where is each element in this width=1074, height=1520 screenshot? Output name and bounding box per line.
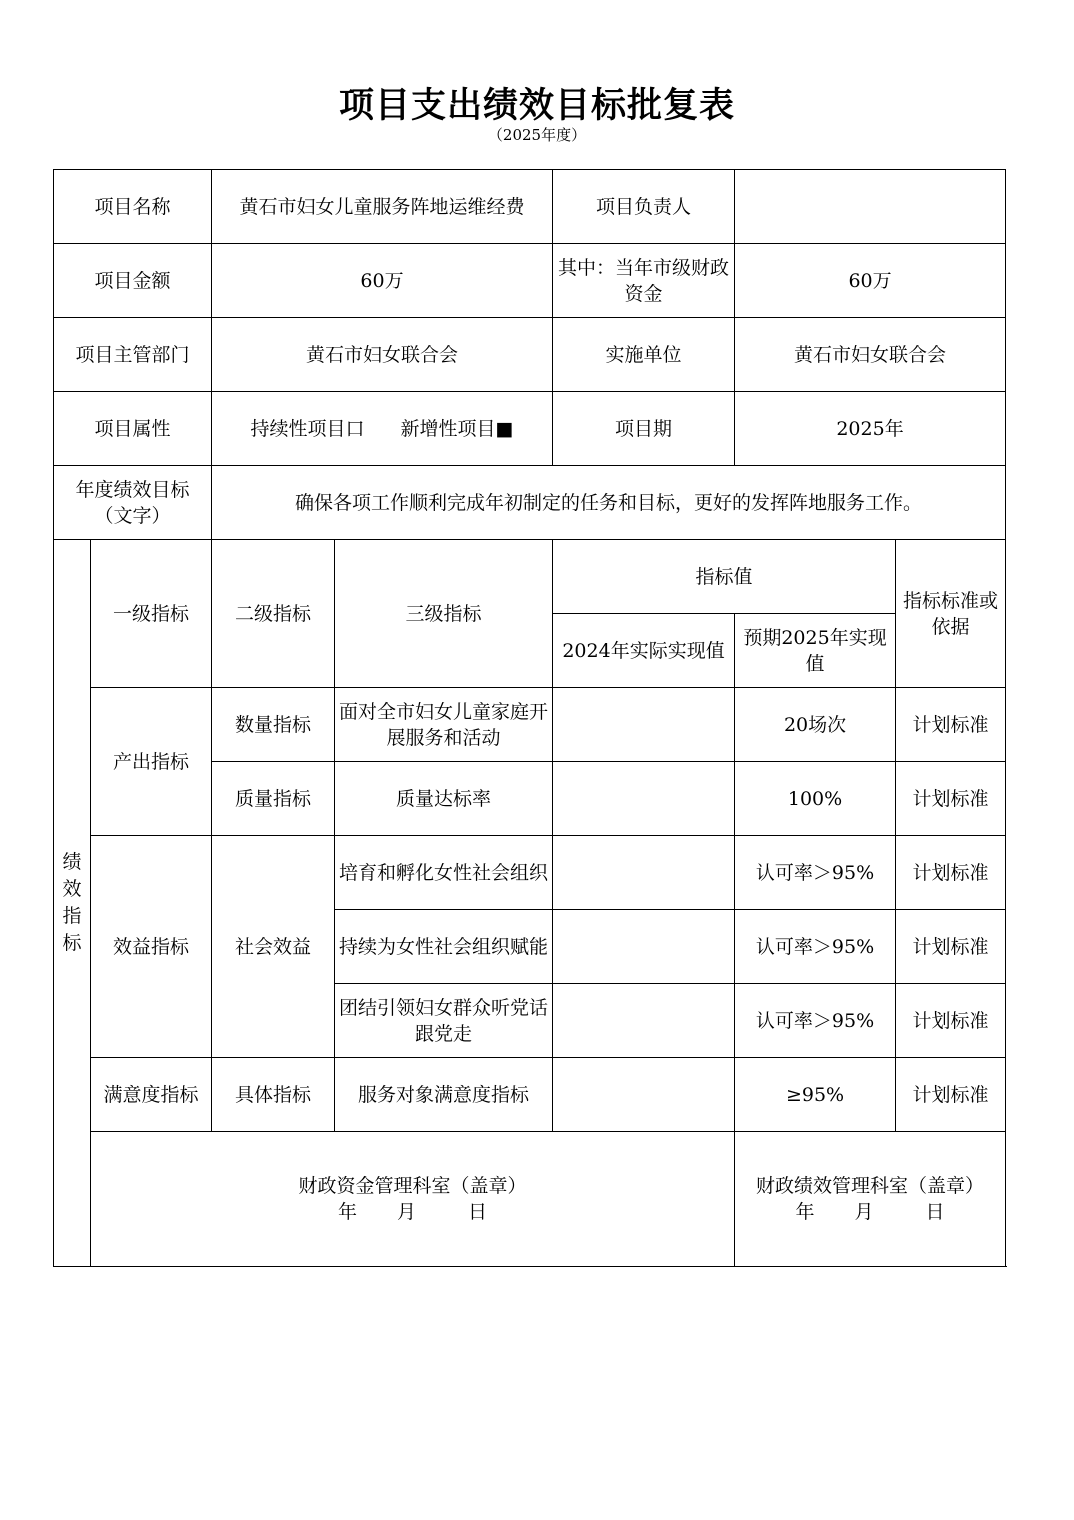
period-value: 2025年	[735, 392, 1006, 466]
row-level2: 社会效益	[212, 836, 335, 1058]
attr-continuing: 持续性项目口	[250, 417, 365, 440]
row-standard: 计划标准	[896, 984, 1006, 1058]
city-fund-value: 60万	[735, 244, 1006, 318]
period-label: 项目期	[553, 392, 735, 466]
row-goal	[54, 466, 1006, 540]
header-level1: 一级指标	[91, 540, 212, 688]
row-level2: 质量指标	[212, 762, 335, 836]
table-row	[54, 836, 1006, 910]
header-level3: 三级指标	[335, 540, 553, 688]
attr-new: 新增性项目■	[400, 417, 514, 440]
row-level3: 培育和孵化女性社会组织	[335, 836, 553, 910]
signature-left-label: 财政资金管理科室（盖章）	[298, 1175, 527, 1197]
project-name-value: 黄石市妇女儿童服务阵地运维经费	[212, 170, 553, 244]
project-name-label: 项目名称	[54, 170, 212, 244]
row-actual	[553, 910, 735, 984]
section-char-2: 效	[62, 878, 82, 900]
amount-label: 项目金额	[54, 244, 212, 318]
row-actual	[553, 762, 735, 836]
row-level3: 服务对象满意度指标	[335, 1058, 553, 1132]
impl-label: 实施单位	[553, 318, 735, 392]
row-expected: 认可率＞95%	[735, 836, 896, 910]
row-level2: 具体指标	[212, 1058, 335, 1132]
row-level3: 团结引领妇女群众听党话跟党走	[335, 984, 553, 1058]
section-char-1: 绩	[62, 851, 82, 873]
attr-label: 项目属性	[54, 392, 212, 466]
leader-label: 项目负责人	[553, 170, 735, 244]
row-standard: 计划标准	[896, 910, 1006, 984]
signature-right-label: 财政绩效管理科室（盖章）	[756, 1175, 985, 1197]
header-actual-2024: 2024年实际实现值	[553, 614, 735, 688]
row-expected: 认可率＞95%	[735, 910, 896, 984]
row-header-1	[54, 540, 1006, 614]
header-standard: 指标标准或依据	[896, 540, 1006, 688]
row-actual	[553, 1058, 735, 1132]
section-char-4: 标	[62, 932, 82, 954]
group-output: 产出指标	[91, 688, 212, 836]
row-standard: 计划标准	[896, 762, 1006, 836]
row-level3: 面对全市妇女儿童家庭开展服务和活动	[335, 688, 553, 762]
leader-value	[735, 170, 1006, 244]
signature-right-date	[756, 1199, 984, 1225]
header-expected-2025: 预期2025年实现值	[735, 614, 896, 688]
row-level3: 持续为女性社会组织赋能	[335, 910, 553, 984]
signature-right-cell	[735, 1132, 1006, 1267]
dept-value: 黄石市妇女联合会	[212, 318, 553, 392]
attr-value	[212, 392, 553, 466]
page-title: 项目支出绩效目标批复表	[338, 86, 735, 126]
date-month: 月	[854, 1201, 874, 1223]
row-actual	[553, 688, 735, 762]
date-day: 日	[925, 1201, 945, 1223]
page-subtitle: （2025年度）	[487, 126, 587, 144]
amount-value: 60万	[212, 244, 553, 318]
group-benefit: 效益指标	[91, 836, 212, 1058]
group-satisfaction: 满意度指标	[91, 1058, 212, 1132]
dept-label: 项目主管部门	[54, 318, 212, 392]
impl-value: 黄石市妇女联合会	[735, 318, 1006, 392]
row-amount	[54, 244, 1006, 318]
signature-left-date	[299, 1199, 527, 1225]
date-month: 月	[397, 1201, 417, 1223]
indicators-section-label	[54, 540, 91, 1267]
city-fund-label: 其中：当年市级财政资金	[553, 244, 735, 318]
row-department	[54, 318, 1006, 392]
date-year: 年	[795, 1201, 815, 1223]
table-row	[54, 1058, 1006, 1132]
header-value: 指标值	[553, 540, 896, 614]
date-day: 日	[468, 1201, 488, 1223]
row-expected: 100%	[735, 762, 896, 836]
row-standard: 计划标准	[896, 1058, 1006, 1132]
header-level2: 二级指标	[212, 540, 335, 688]
section-char-3: 指	[62, 905, 82, 927]
row-actual	[553, 984, 735, 1058]
goal-label: 年度绩效目标（文字）	[54, 466, 212, 540]
row-project-name	[54, 170, 1006, 244]
approval-table	[53, 169, 1006, 1267]
row-standard: 计划标准	[896, 688, 1006, 762]
row-actual	[553, 836, 735, 910]
row-attribute	[54, 392, 1006, 466]
row-expected: ≥95%	[735, 1058, 896, 1132]
table-row	[54, 688, 1006, 762]
row-level3: 质量达标率	[335, 762, 553, 836]
date-year: 年	[337, 1201, 357, 1223]
row-level2: 数量指标	[212, 688, 335, 762]
row-expected: 20场次	[735, 688, 896, 762]
row-signatures	[54, 1132, 1006, 1267]
row-expected: 认可率＞95%	[735, 984, 896, 1058]
goal-value: 确保各项工作顺利完成年初制定的任务和目标，更好的发挥阵地服务工作。	[212, 466, 1006, 540]
signature-left-cell	[91, 1132, 735, 1267]
row-standard: 计划标准	[896, 836, 1006, 910]
